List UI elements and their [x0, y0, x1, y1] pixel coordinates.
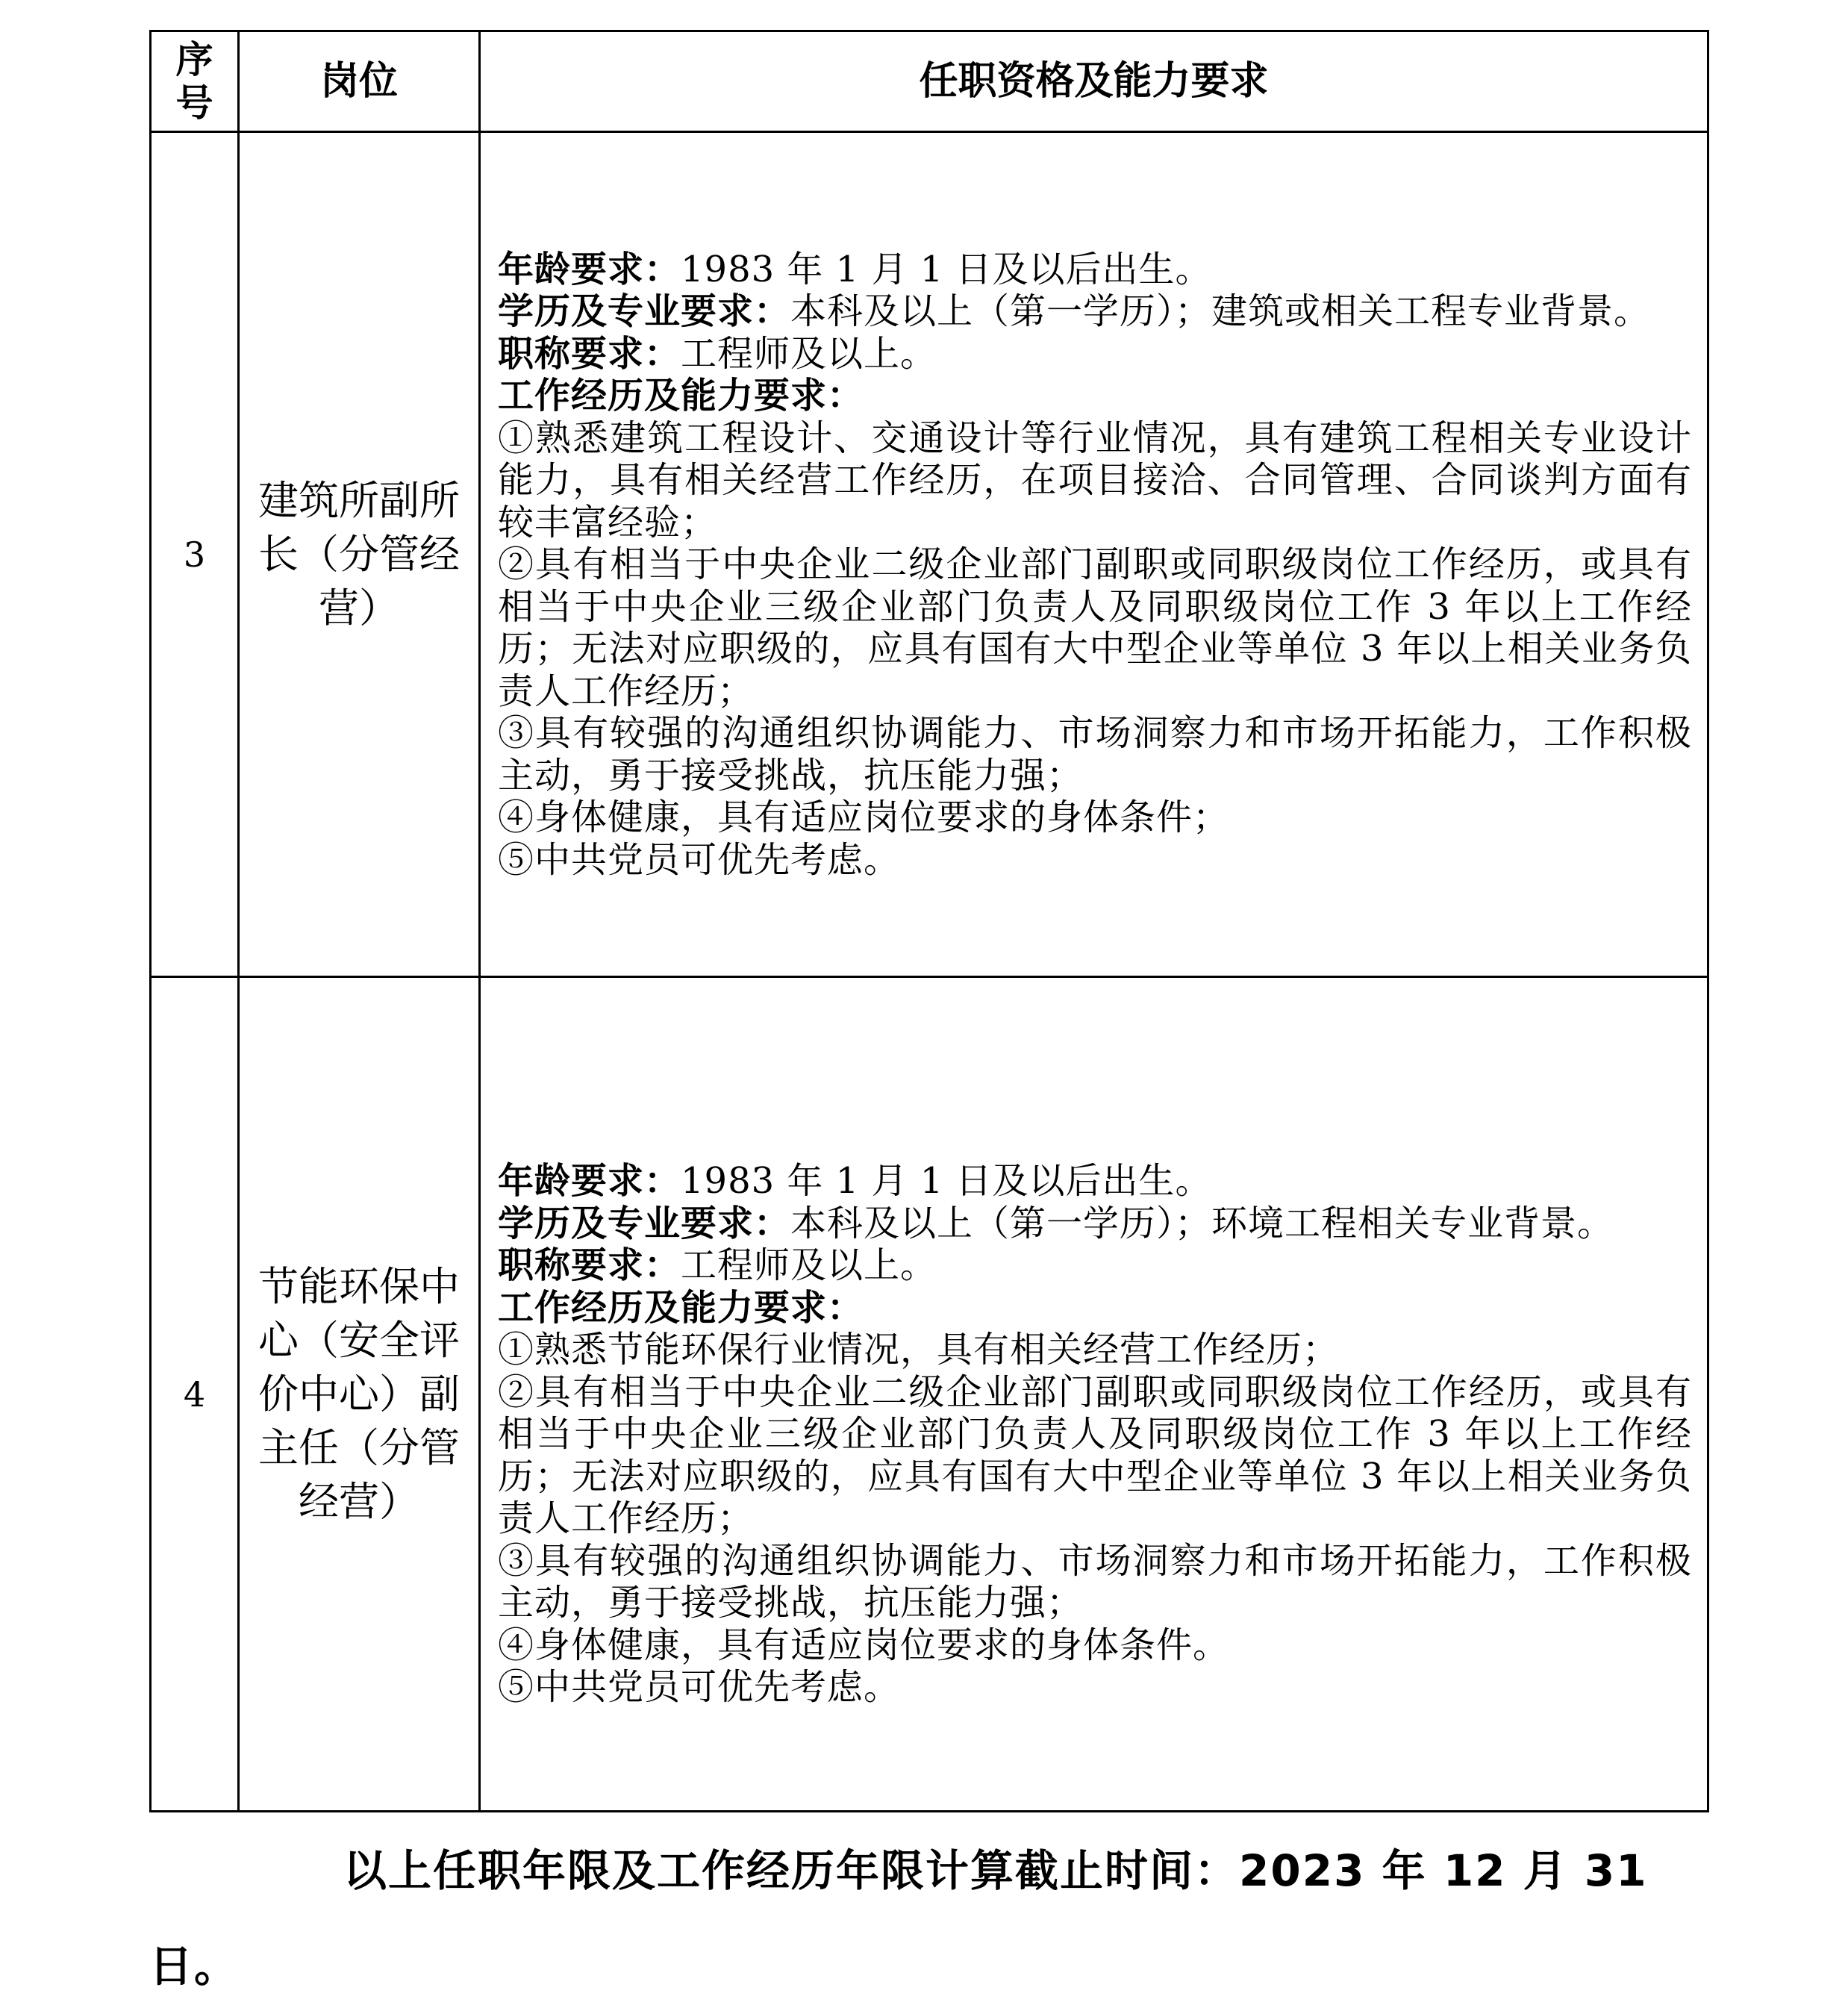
title-label: 职称要求： — [498, 1244, 681, 1287]
age-value: 1983 年 1 月 1 日及以后出生。 — [681, 1160, 1212, 1203]
experience-item: ③具有较强的沟通组织协调能力、市场洞察力和市场开拓能力，工作积极主动，勇于接受挑战，抗压能力强； — [498, 1539, 1692, 1624]
experience-label: 工作经历及能力要求： — [498, 1286, 864, 1329]
header-seq: 序号 — [175, 38, 213, 125]
experience-label: 工作经历及能力要求： — [498, 375, 864, 417]
age-label: 年龄要求： — [498, 1160, 681, 1203]
title-value: 工程师及以上。 — [681, 1244, 937, 1287]
title-requirement — [498, 333, 1692, 375]
header-requirements: 任职资格及能力要求 — [919, 59, 1269, 104]
experience-item: ⑤中共党员可优先考虑。 — [498, 838, 901, 881]
deadline-note: 以上任职年限及工作经历年限计算截止时间：2023 年 12 月 31 日。 — [149, 1845, 1648, 1992]
position-name: 建筑所副所长（分管经营） — [258, 476, 460, 632]
experience-item: ③具有较强的沟通组织协调能力、市场洞察力和市场开拓能力，工作积极主动，勇于接受挑战，抗压能力强； — [498, 712, 1692, 796]
header-position: 岗位 — [319, 59, 398, 104]
education-requirement — [498, 1203, 1692, 1245]
header-requirements-cell — [480, 31, 1708, 132]
experience-item: ④身体健康，具有适应岗位要求的身体条件； — [498, 796, 1230, 839]
table-header-row — [151, 31, 1708, 132]
education-value: 本科及以上（第一学历）；建筑或相关工程专业背景。 — [790, 290, 1651, 333]
position-cell — [239, 132, 480, 977]
experience-item: ④身体健康，具有适应岗位要求的身体条件。 — [498, 1624, 1230, 1666]
age-requirement — [498, 1160, 1692, 1203]
age-label: 年龄要求： — [498, 248, 681, 290]
age-value: 1983 年 1 月 1 日及以后出生。 — [681, 248, 1212, 290]
education-requirement — [498, 290, 1692, 333]
header-position-cell — [239, 31, 480, 132]
education-label: 学历及专业要求： — [498, 290, 791, 333]
requirements-table — [149, 30, 1709, 1812]
experience-item: ①熟悉建筑工程设计、交通设计等行业情况，具有建筑工程相关专业设计能力，具有相关经营工作经历，在项目接洽、合同管理、合同谈判方面有较丰富经验； — [498, 417, 1692, 543]
header-seq-cell — [151, 31, 239, 132]
education-value: 本科及以上（第一学历）；环境工程相关专业背景。 — [790, 1202, 1614, 1244]
education-label: 学历及专业要求： — [498, 1202, 791, 1244]
position-name: 节能环保中心（安全评价中心）副主任（分管经营） — [258, 1262, 460, 1525]
experience-item: ②具有相当于中央企业二级企业部门副职或同职级岗位工作经历，或具有相当于中央企业三级企业部门负责人及同职级岗位工作 3 年以上工作经历；无法对应职级的，应具有国有大中型企业等单位 3 年以上相关业务负责人工作经历； — [498, 543, 1692, 712]
experience-item: ②具有相当于中央企业二级企业部门副职或同职级岗位工作经历，或具有相当于中央企业三级企业部门负责人及同职级岗位工作 3 年以上工作经历；无法对应职级的，应具有国有大中型企业等单位 3 年以上相关业务负责人工作经历； — [498, 1371, 1692, 1540]
experience-item: ⑤中共党员可优先考虑。 — [498, 1666, 901, 1709]
table-row — [151, 132, 1708, 977]
age-requirement — [498, 249, 1692, 291]
title-label: 职称要求： — [498, 332, 681, 375]
position-cell — [239, 977, 480, 1812]
requirements-cell — [480, 977, 1708, 1812]
seq-cell: 3 — [151, 132, 239, 977]
requirements-cell — [480, 132, 1708, 977]
title-value: 工程师及以上。 — [681, 332, 937, 375]
experience-item: ①熟悉节能环保行业情况，具有相关经营工作经历； — [498, 1329, 1340, 1371]
table-row — [151, 977, 1708, 1812]
title-requirement — [498, 1244, 1692, 1287]
seq-cell: 4 — [151, 977, 239, 1812]
